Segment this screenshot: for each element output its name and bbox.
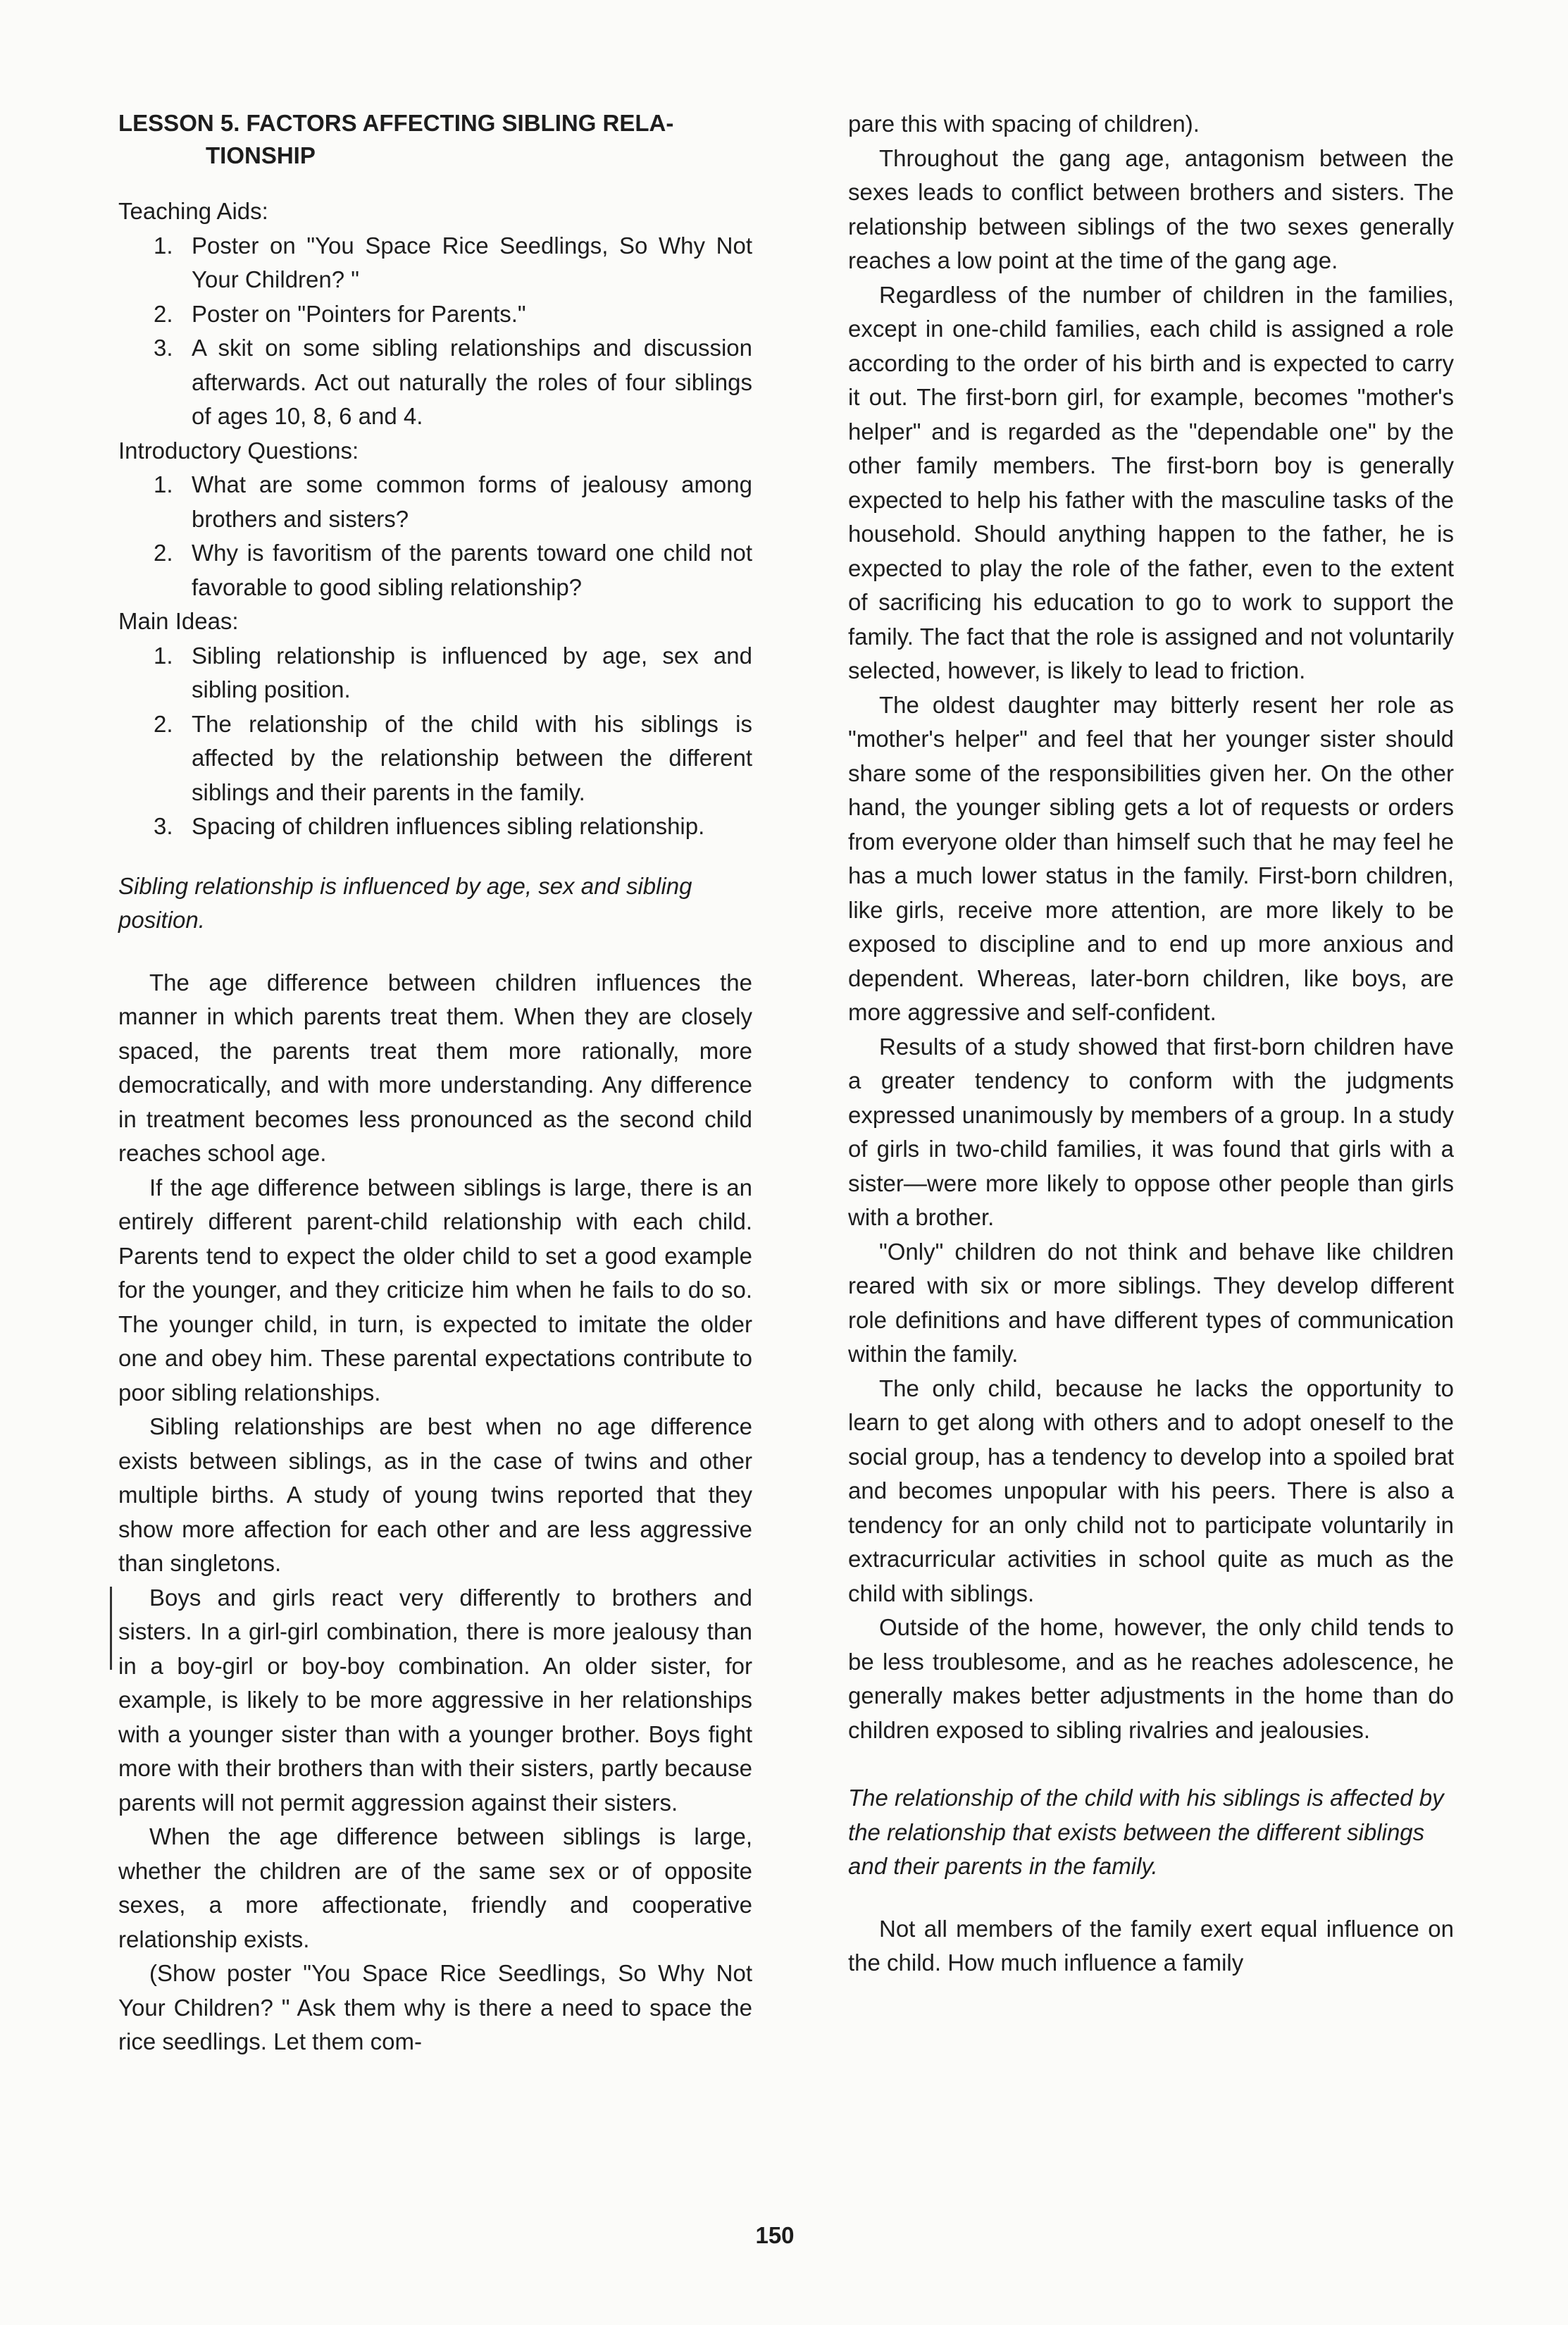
list-item — [118, 468, 752, 536]
body-paragraph: Results of a study showed that first-born children have a greater tendency to conform with the judgments expressed unanimously by members of a group. In a study of girls in two-child families, it was found that girls with a sister—were more likely to oppose other people than girls with a brother. — [848, 1033, 1454, 1230]
body-paragraph: Throughout the gang age, antagonism between the sexes leads to conflict between brothers and sisters. The relationship between siblings of the two sexes generally reaches a low point at the time of the gang age. — [848, 144, 1454, 273]
body-paragraph: When the age difference between siblings is large, whether the children are of the same sex or of opposite sexes, a more affectionate, friendly and cooperative relationship exists. — [118, 1823, 752, 1952]
body-paragraph: (Show poster "You Space Rice Seedlings, So Why Not Your Children? " Ask them why is there a need to space the rice seedlings. Let them com- — [118, 1960, 752, 2054]
list-item — [118, 331, 752, 434]
item-text: Poster on "You Space Rice Seedlings, So Why Not Your Children? " — [192, 232, 752, 292]
body-paragraph: Outside of the home, however, the only child tends to be less troublesome, and as he reaches adolescence, he generally makes better adjustments in the home than do children exposed to sibling rivalries and jealousies. — [848, 1614, 1454, 1743]
section-subheading-2: The relationship of the child with his siblings is affected by the relationship that exists between the different siblings and their parents in the family. — [848, 1785, 1444, 1879]
item-text: What are some common forms of jealousy among brothers and sisters? — [192, 471, 752, 532]
item-number: 1. — [154, 232, 173, 259]
item-number: 2. — [154, 540, 173, 566]
item-number: 2. — [154, 300, 173, 327]
item-number: 1. — [154, 471, 173, 497]
body-paragraph: Sibling relationships are best when no age difference exists between siblings, as in the case of twins and other multiple births. A study of young twins reported that they show more affection for each other and are less aggressive than singletons. — [118, 1413, 752, 1576]
body-paragraph: The oldest daughter may bitterly resent her role as "mother's helper" and feel that her younger sister should share some of the responsibilities given her. On the other hand, the younger sibling gets a lot of requests or orders from everyone older than himself such that he may feel he has a much lower status in the family. First-born children, like girls, receive more attention, are more likely to be exposed to discipline and to end up more anxious and dependent. Whereas, later-born children, like boys, are more aggressive and self-confident. — [848, 691, 1454, 1025]
intro-questions-list — [118, 468, 752, 604]
heading-line-1: LESSON 5. FACTORS AFFECTING SIBLING RELA- — [118, 110, 674, 136]
item-text: Sibling relationship is influenced by age, sex and sibling position. — [192, 642, 752, 702]
teaching-aids-label: Teaching Aids: — [118, 198, 268, 224]
item-number: 2. — [154, 710, 173, 737]
margin-mark — [110, 1587, 112, 1670]
lesson-heading — [118, 107, 752, 172]
body-paragraph: The only child, because he lacks the opportunity to learn to get along with others and to adopt oneself to the social group, has a tendency to develop into a spoiled brat and becomes unpopular with his peers. There is also a tendency for an only child not to participate voluntarily in extracurricular activities in school quite as much as the child with siblings. — [848, 1375, 1454, 1606]
item-text: Why is favoritism of the parents toward one child not favorable to good sibling relationship? — [192, 540, 752, 600]
body-paragraph: If the age difference between siblings is large, there is an entirely different parent-child relationship with each child. Parents tend to expect the older child to set a good example for the younger, and they criticize him when he fails to do so. The younger child, in turn, is expected to imitate the older one and obey him. These parental expectations contribute to poor sibling relationships. — [118, 1174, 752, 1406]
list-item — [118, 810, 752, 844]
item-number: 3. — [154, 335, 173, 361]
list-item — [118, 297, 752, 332]
list-item — [118, 707, 752, 810]
item-text: The relationship of the child with his siblings is affected by the relationship between the different siblings and their parents in the family. — [192, 710, 752, 805]
teaching-aids-list — [118, 229, 752, 434]
body-paragraph: Not all members of the family exert equal influence on the child. How much influence a family — [848, 1915, 1454, 1976]
intro-questions-label: Introductory Questions: — [118, 437, 359, 464]
heading-line-2: TIONSHIP — [206, 142, 316, 168]
body-paragraph: The age difference between children influences the manner in which parents treat them. When they are closely spaced, the parents treat them more rationally, more democratically, and with more understanding. Any difference in treatment becomes less pronounced as the second child reaches school age. — [118, 969, 752, 1166]
body-paragraph: "Only" children do not think and behave like children reared with six or more siblings. They develop different role definitions and have different types of communication within the family. — [848, 1238, 1454, 1367]
main-ideas-list — [118, 639, 752, 844]
item-text: Spacing of children influences sibling relationship. — [192, 813, 705, 839]
list-item — [118, 639, 752, 707]
body-paragraph: Regardless of the number of children in the families, except in one-child families, each child is assigned a role according to the order of his birth and is expected to carry it out. The first-born girl, for example, becomes "mother's helper" and is regarded as the "dependable one" by the other family members. The first-born boy is generally expected to help his father with the masculine tasks of the household. Should anything happen to the father, he is expected to play the role of the father, even to the extent of sacrificing his education to go to work to support the family. The fact that the role is assigned and not voluntarily selected, however, is likely to lead to friction. — [848, 281, 1454, 683]
right-column — [848, 107, 1454, 1980]
left-column — [118, 107, 752, 2059]
item-text: Poster on "Pointers for Parents." — [192, 300, 526, 327]
item-number: 3. — [154, 813, 173, 839]
section-subheading-1: Sibling relationship is influenced by age, sex and sibling position. — [118, 872, 692, 933]
item-number: 1. — [154, 642, 173, 669]
main-ideas-label: Main Ideas: — [118, 608, 239, 634]
item-text: A skit on some sibling relationships and discussion afterwards. Act out naturally the roles of four siblings of ages 10, 8, 6 and 4. — [192, 335, 752, 429]
page-number: 150 — [755, 2222, 795, 2248]
continued-paragraph: pare this with spacing of children). — [848, 111, 1200, 137]
list-item — [118, 536, 752, 604]
body-paragraph: Boys and girls react very differently to brothers and sisters. In a girl-girl combination, there is more jealousy than in a boy-girl or boy-boy combination. An older sister, for example, is likely to be more aggressive in her relationships with a younger sister than with a younger brother. Boys fight more with their brothers than with their sisters, partly because parents will not permit aggression against their sisters. — [118, 1584, 752, 1816]
list-item — [118, 229, 752, 297]
